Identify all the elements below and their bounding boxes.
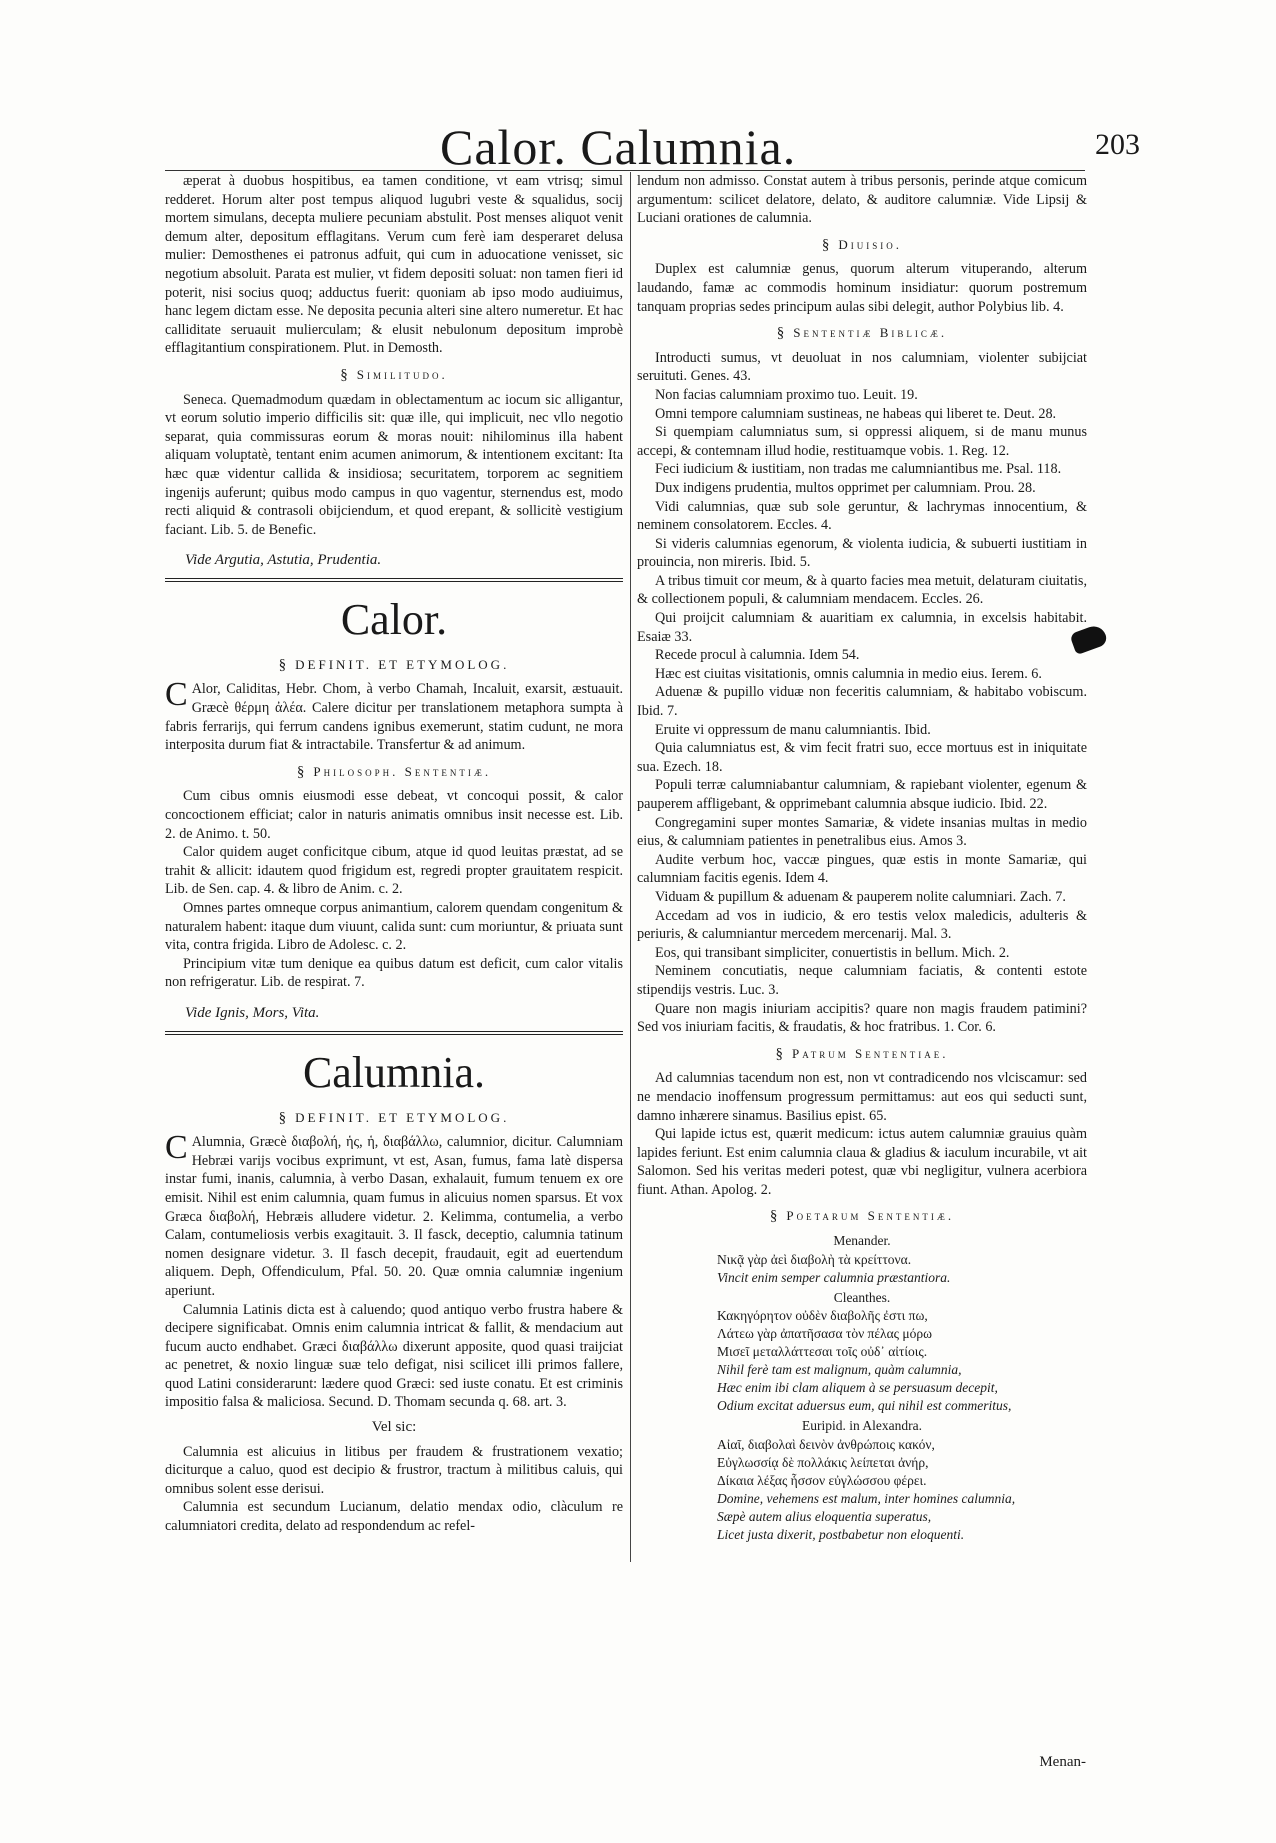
verse-line: Μισεῖ μεταλλάττεσαι τοῖς οὐδ᾽ αἰτίοις. [717,1344,928,1360]
paragraph: Seneca. Quemadmodum quædam in oblectamentum ac iocum sic alligantur, vt eorum solutio imperio difficilis sit: quæ ille, qui implicuit, nec vllo negotio separat, quia commissuras eorum & moras nouit: nihilominus illa habent aliquam voluptatè, tentant enim acumen animorum, & intentionem excitant: Ita hæc quæ videntur callida & insidiosa; securitatem, torporem ac segnitiem ingenijs auferunt; quibus modo campus in quo vagentur, sternendus est, modo recti aliquid & contrasoli obijciendum, et quod erepant, & sollicitè vestigium faciant. Lib. 5. de Benefic. [165,391,623,538]
poet-name: Menander. [833,1233,891,1249]
section-heading-label: Philosoph. Sententiæ. [313,763,492,779]
bible-quote: Feci iudicium & iustitiam, non tradas me calumniantibus me. Psal. 118. [655,461,1062,478]
section-mark-icon: § [821,236,833,253]
paragraph: Calor quidem auget conficitque cibum, atque id quod leuitas præstat, ad se trahit & allicit: idautem quod frigidum est, regredi propter grauitatem respicit. Lib. de Sen. cap. 4. & libro de Anim. c. 2. [165,844,623,898]
bible-quote: Quare non magis iniuriam accipitis? quare non magis fraudem patimini? Sed vos iniuriam facitis, & fraudatis, & hoc fratribus. 1. Cor. 6. [637,1000,1087,1036]
poet-name: Euripid. in Alexandra. [802,1418,922,1434]
bible-quote: Accedam ad vos in iudicio, & ero testis velox maledicis, adulteris & periuris, & calumniantur mercedem mercenarij. Mal. 3. [637,907,1087,943]
verse-line: Hæc enim ibi clam aliquem à se persuasum decepit, [717,1380,998,1396]
paragraph: Calumnia Latinis dicta est à caluendo; quod antiquo verbo frustra habere & decipere significabat. Omnis enim calumnia intricat & fallit, & mendacium aut fucum aucto endhabet. Græci διαβάλλω dixerunt apposite, quod quasi traijciat ac penetret, & noxio linguæ suæ telo defigat, nisi scilicet illi primos fallere, quod Latini considerarunt: lædere quod Græci: sed iuste conatu. Et est criminis impositio falsa & maliciosa. Secund. D. Thomam secunda q. 68. art. 3. [165,1301,623,1411]
verse-line: Κακηγόρητον οὐδὲν διαβολῆς ἐστι πω, [717,1308,928,1324]
section-heading-definition [165,656,623,675]
verse-line: Odium excitat aduersus eum, qui nihil est commeritus, [717,1398,1012,1414]
bible-quote: Audite verbum hoc, vaccæ pingues, quæ estis in monte Samariæ, qui calumniam facitis egenis. Idem 4. [637,851,1087,887]
bible-quote: Si videris calumnias egenorum, & violenta iudicia, & subuerti iustitiam in prouincia, non mireris. Ibid. 5. [637,535,1087,571]
definition-paragraph: CAlor, Caliditas, Hebr. Chom, à verbo Chamah, Incaluit, exarsit, æstuauit. Græcè θέρμη ἀλέα. Calere dicitur per translationem metaphora sumpta à fabris ferrarijs, qui ferrum candens ignibus exemerunt, statim cudunt, ne mora interposita durum fiat & intractabile. Transfertur & ad animum. [165,676,623,754]
paragraph: Calumnia est secundum Lucianum, delatio mendax odio, clàculum re calumniatori credita, delato ad respondendum ac refel- [165,1499,623,1535]
bible-quote: Populi terræ calumniabantur calumniam, & rapiebant violenter, egenum & pauperem affligebant, & opprimebant calumnia absque iudicio. Ibid. 22. [637,777,1087,812]
section-mark-icon: § [278,656,290,673]
section-divider [165,1031,623,1035]
entry-title-calor: Calor. [340,594,448,644]
catchword: Menan- [1039,1754,1086,1770]
section-heading-label: DEFINIT. ET ETYMOLOG. [295,656,510,672]
entry-title-calumnia: Calumnia. [302,1047,486,1097]
definition-paragraph: CAlumnia, Græcè διαβολή, ἡς, ἡ, διαβάλλω, calumnior, dicitur. Calumniam Hebræi varijs vocibus exprimunt, vt est, Asan, fumus, fama latè dispersa instar fumi, inanis, calumnia, à verbo Dasan, exhalauit, fumum tenuem ex ore emisit. Nihil est enim calumnia, quam fumus in alicuius nomen sparsus. Et vox Græca διαβολή, Hebræis alludere videtur. 2. Kelimma, contumelia, a verbo Calam, contumeliosis verbis exagitauit. 3. Il fasck, deceptio, calumnia tatinum nomen designare videtur. 3. Il fasch decepit, fraudauit, egit ad euertendum aliquem. Deph, Offendiculum, Pfal. 50. 20. Quæ omnia calumniæ ingenium aperiunt. [165,1129,623,1299]
bible-quote: Non facias calumniam proximo tuo. Leuit. 19. [655,386,918,403]
verse-line: Vincit enim semper calumnia præstantiora. [717,1269,951,1285]
verse-line: Λάτεω γὰρ ἀπατῆσασα τὸν πέλας μόρω [717,1326,932,1342]
section-divider [165,578,623,582]
header-rule [165,170,1085,171]
verse-line: Δίκαια λέξας ἧσσον εὐγλώσσου φέρει. [717,1472,927,1488]
verse-line: Licet justa dixerit, postbabetur non eloquenti. [717,1526,965,1542]
right-column [637,172,1087,1544]
bible-quote: Aduenæ & pupillo viduæ non feceritis calumniam, & habitabo vobiscum. Ibid. 7. [637,684,1087,720]
section-heading-philosophical [165,763,623,782]
paragraph: lendum non admisso. Constat autem à tribus personis, perinde atque comicum argumentum: scilicet delatore, delato, & auditore calumniæ. Vide Lipsij & Luciani orationes de calumnia. [637,173,1087,227]
cross-reference: Vide Ignis, Mors, Vita. [185,1004,320,1021]
bible-quote: Recede procul à calumnia. Idem 54. [655,647,860,664]
bible-quote: Congregamini super montes Samariæ, & videte insanias multas in medio eius, & calumniam patientes in penetralibus eius. Amos 3. [637,814,1087,850]
verse-line: Αἰαῖ, διαβολαὶ δεινὸν ἀνθρώποις κακόν, [717,1436,935,1452]
bible-quote: Eruite vi oppressum de manu calumniantis. Ibid. [655,721,931,738]
section-heading-label: DEFINIT. ET ETYMOLOG. [295,1109,510,1125]
section-heading-patrum [637,1045,1087,1064]
section-heading-poets [637,1207,1087,1226]
bible-quote: Neminem concutiatis, neque calumniam faciatis, & contenti estote stipendijs vestris. Luc. 3. [637,963,1087,998]
poet-name: Cleanthes. [833,1289,891,1305]
bible-quote: Introducti sumus, vt deuoluat in nos calumniam, violenter subijciat seruituti. Genes. 43. [637,349,1087,385]
left-column [165,172,623,1536]
paragraph: Ad calumnias tacendum non est, non vt contradicendo nos vlciscamur: sed ne mendacio inoffensum progressum permittamus: aut eos qui seducti sunt, damno inhærere sinamus. Basilius epist. 65. [637,1070,1087,1124]
cross-reference: Vide Argutia, Astutia, Prudentia. [185,552,382,569]
section-heading-division [637,236,1087,255]
paragraph: Principium vitæ tum denique ea quibus datum est deficit, cum calor vitalis non refrigeratur. Lib. de respirat. 7. [165,955,623,991]
bible-quote: Vidi calumnias, quæ sub sole geruntur, & lachrymas innocentium, & neminem consolatorem. Eccles. 4. [637,498,1087,534]
paragraph: Duplex est calumniæ genus, quorum alterum vituperando, alterum laudando, famæ ac commodis hominum insidiatur: quorum postremum tanquam proprias sedes principum aulas sibi delegit, author Polybius lib. 4. [637,261,1087,315]
paragraph: Omnes partes omneque corpus animantium, calorem quendam congenitum & naturalem habent: itaque dum viuunt, calida sunt: cum moriuntur, & priuata sunt vita, contra frigida. Libro de Adolesc. c. 2. [165,900,623,954]
paragraph: æperat à duobus hospitibus, ea tamen conditione, vt eam vtrisq; simul redderet. Horum alter post tempus aliquod lugubri veste & squalidus, socij mortem simulans, decepta muliere pecuniam abstulit. Post menses aliquot venit demum alter, depositum efflagitans. Verum cum ferè iam desperaret delusa mulier: Demosthenes ei patronus adfuit, qui cum in aduocatione venisset, sic negotium absoluit. Parata est mulier, vt fidem depositi soluat: non tamen fieri id poterit, nisi socius quoq; adductus fuerit: quoniam ab ipso modo audiuimus, hanc legem dictam esse. Ne deposita pecunia alteri sine altero numeretur. Et hac calliditate seruauit mulierculam; & elusit nebulonum depositum improbè efflagitantium conspirationem. Plut. in Demosth. [165,173,623,357]
bible-quote: Si quempiam calumniatus sum, si oppressi aliquem, si de manu munus accepi, & contemnam illud hodie, restituamque vobis. 1. Reg. 12. [637,424,1087,459]
section-heading-label: Poetarum Sententiæ. [786,1208,955,1224]
paragraph: Cum cibus omnis eiusmodi esse debeat, vt concoqui possit, & calor concoctionem efficiat; calor in naturis animatis omnibus insit necesse est. Lib. 2. de Animo. t. 50. [165,788,623,842]
bible-quote: Omni tempore calumniam sustineas, ne habeas qui liberet te. Deut. 28. [655,405,1057,422]
bible-quote: Dux indigens prudentia, multos opprimet per calumniam. Prou. 28. [655,479,1036,496]
paragraph: Qui lapide ictus est, quærit medicum: ictus autem calumniæ grauius quàm lapides feriunt. Est enim calumnia claua & gladius & iaculum incurabile, vt ait Salomon. Sed his veritas mederi potest, quæ vbi negligitur, vulnera acerbiora fiunt. Athan. Apolog. 2. [637,1126,1087,1198]
running-title: Calor. Calumnia. [440,119,797,175]
page-number: 203 [1095,128,1140,161]
section-mark-icon: § [278,1109,290,1126]
section-heading-similitudo [165,366,623,385]
vel-sic-label: Vel sic: [371,1419,417,1436]
paragraph: Calumnia est alicuius in litibus per fraudem & frustrationem vexatio; diciturque a caluo, quod est decipio & frustror, tractum à militibus caluis, qui omnibus solent esse derisui. [165,1443,623,1497]
section-mark-icon: § [776,325,788,342]
section-heading-label: Diuisio. [838,236,903,252]
section-heading-biblical [637,324,1087,343]
bible-quote: Quia calumniatus est, & vim fecit fratri suo, ecce mortuus est in iniquitate sua. Ezech. 18. [637,740,1087,775]
verse-line: Nihil ferè tam est malignum, quàm calumnia, [717,1362,962,1378]
bible-quote: Hæc est ciuitas visitationis, omnis calumnia in medio eius. Ierem. 6. [655,665,1042,682]
section-heading-label: Sententiæ Biblicæ. [793,325,948,341]
section-heading-definition [165,1109,623,1128]
verse-line: Εὐγλωσσίᾳ δὲ πολλάκις λείπεται ἀνήρ, [717,1454,929,1470]
bible-quote: A tribus timuit cor meum, & à quarto facies mea metuit, delaturam ciuitatis, & collectionem populi, & calumniam mendacem. Eccles. 26. [637,572,1087,608]
section-mark-icon: § [775,1045,787,1062]
section-heading-label: Patrum Sententiae. [792,1045,949,1061]
verse-line: Νικᾷ γὰρ ἀεὶ διαβολὴ τὰ κρείττονα. [717,1251,912,1267]
column-divider [630,172,631,1562]
verse-line: Domine, vehemens est malum, inter homines calumnia, [717,1490,1016,1506]
section-mark-icon: § [769,1208,781,1225]
verse-line: Sæpè autem alius eloquentia superatus, [717,1508,932,1524]
bible-quote: Qui proijcit calumniam & auaritiam ex calumnia, in excelsis habitabit. Esaiæ 33. [637,610,1087,645]
bible-quote: Viduam & pupillum & aduenam & pauperem nolite calumniari. Zach. 7. [655,888,1066,905]
section-mark-icon: § [340,366,351,383]
bible-quote: Eos, qui transibant simpliciter, conuertistis in bellum. Mich. 2. [655,944,1010,961]
section-heading-label: Similitudo. [356,366,448,382]
section-mark-icon: § [296,763,308,780]
